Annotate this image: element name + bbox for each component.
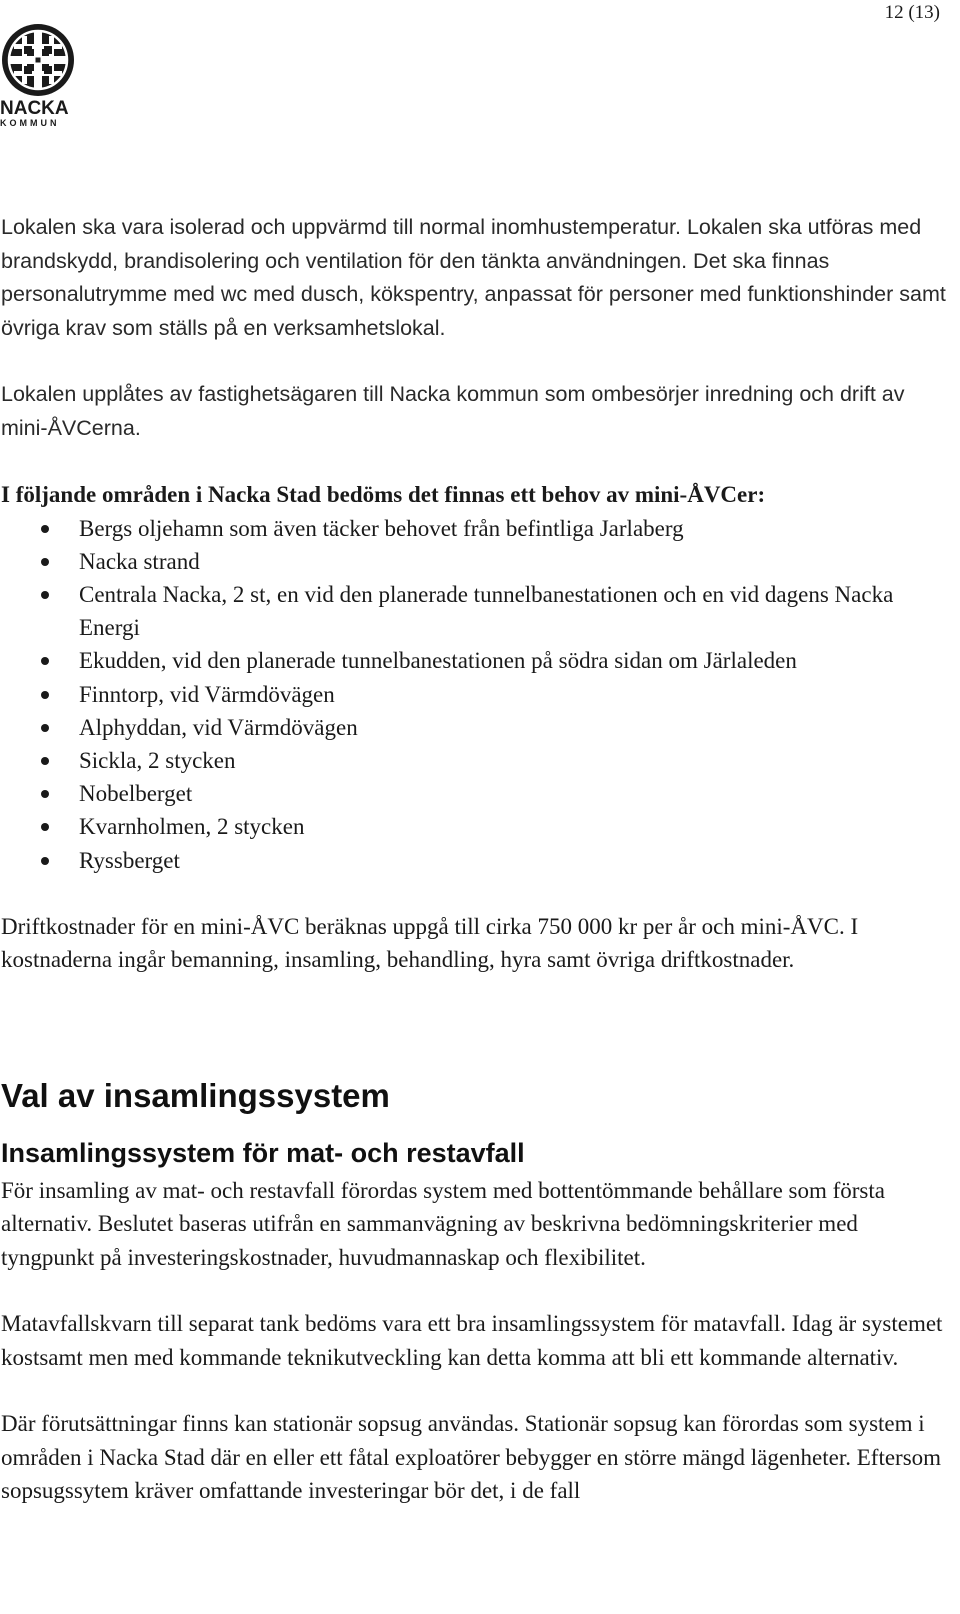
- list-item: [1, 545, 946, 578]
- list-item-text: Centrala Nacka, 2 st, en vid den planerade tunnelbanestationen och en vid dagens Nacka Energi: [79, 581, 894, 641]
- areas-list: [1, 512, 946, 877]
- list-item-text: Kvarnholmen, 2 stycken: [79, 814, 305, 840]
- list-item: [1, 512, 946, 545]
- list-item: [1, 744, 946, 777]
- list-item-text: Finntorp, vid Värmdövägen: [79, 681, 335, 707]
- list-item-text: Ryssberget: [79, 847, 180, 873]
- bullet-icon: [41, 657, 49, 665]
- list-item: [1, 777, 946, 810]
- nacka-kommun-logo: [0, 22, 80, 132]
- logo-name: NACKA: [0, 98, 69, 119]
- list-item: [1, 810, 946, 843]
- list-item: [1, 678, 946, 711]
- list-item: [1, 711, 946, 744]
- bullet-icon: [41, 790, 49, 798]
- list-item-text: Sickla, 2 stycken: [79, 747, 236, 773]
- list-item-text: Bergs oljehamn som även täcker behovet från befintliga Jarlaberg: [79, 515, 684, 541]
- page-number: 12 (13): [884, 2, 940, 23]
- list-item: [1, 844, 946, 877]
- list-item-text: Nobelberget: [79, 781, 193, 807]
- bullet-icon: [41, 823, 49, 831]
- bullet-icon: [41, 691, 49, 699]
- bullet-icon: [41, 591, 49, 599]
- nacka-coat-of-arms-icon: [0, 22, 76, 98]
- paragraph-food-waste-grinder: Matavfallskvarn till separat tank bedöms vara ett bra insamlingssystem för matavfall. Idag är systemet kostsamt men med kommande teknikutveckling kan detta komma att bli ett kommande alternativ.: [1, 1311, 943, 1370]
- bullet-icon: [41, 724, 49, 732]
- bullet-icon: [41, 857, 49, 865]
- paragraph-premises-lease: Lokalen upplåtes av fastighetsägaren till Nacka kommun som ombesörjer inredning och drift av mini-ÅVCerna.: [1, 382, 905, 440]
- bullet-icon: [41, 558, 49, 566]
- list-item-text: Nacka strand: [79, 548, 200, 574]
- list-item-text: Ekudden, vid den planerade tunnelbanestationen på södra sidan om Järlaleden: [79, 648, 797, 674]
- list-lead: I följande områden i Nacka Stad bedöms det finnas ett behov av mini-ÅVCer:: [1, 482, 766, 507]
- section-heading: Val av insamlingssystem: [1, 1076, 390, 1114]
- document-body: [1, 211, 946, 1508]
- bullet-icon: [41, 525, 49, 533]
- list-item-text: Alphyddan, vid Värmdövägen: [79, 714, 358, 740]
- logo-subtitle: KOMMUN: [0, 118, 60, 128]
- paragraph-collection-recommendation: För insamling av mat- och restavfall förordas system med bottentömmande behållare som första alternativ. Beslutet baseras utifrån en sammanvägning av beskrivna bedömningskriterier med tyngpunkt på investeringskostnader, huvudmannaskap och flexibilitet.: [1, 1177, 885, 1270]
- list-item: [1, 578, 946, 644]
- bullet-icon: [41, 757, 49, 765]
- paragraph-operating-costs: Driftkostnader för en mini-ÅVC beräknas uppgå till cirka 750 000 kr per år och mini-ÅVC. I kostnaderna ingår bemanning, insamling, behandling, hyra samt övriga driftkostnader.: [1, 913, 859, 973]
- subsection-heading: Insamlingssystem för mat- och restavfall: [1, 1137, 525, 1168]
- list-item: [1, 644, 946, 677]
- paragraph-stationary-vacuum: Där förutsättningar finns kan stationär sopsug användas. Stationär sopsug kan förordas som system i områden i Nacka Stad där en eller ett fåtal exploatörer bebygger en större mängd lägenheter. Eftersom sopsugssytem kräver omfattande investeringar bör det, i de fall: [1, 1411, 942, 1504]
- paragraph-premises-requirements: Lokalen ska vara isolerad och uppvärmd till normal inomhustemperatur. Lokalen ska utföras med brandskydd, brandisolering och ventilation för den tänkta användningen. Det ska finnas personalutrymme med wc med dusch, kökspentry, anpassat för personer med funktionshinder samt övriga krav som ställs på en verksamhetslokal.: [1, 215, 946, 340]
